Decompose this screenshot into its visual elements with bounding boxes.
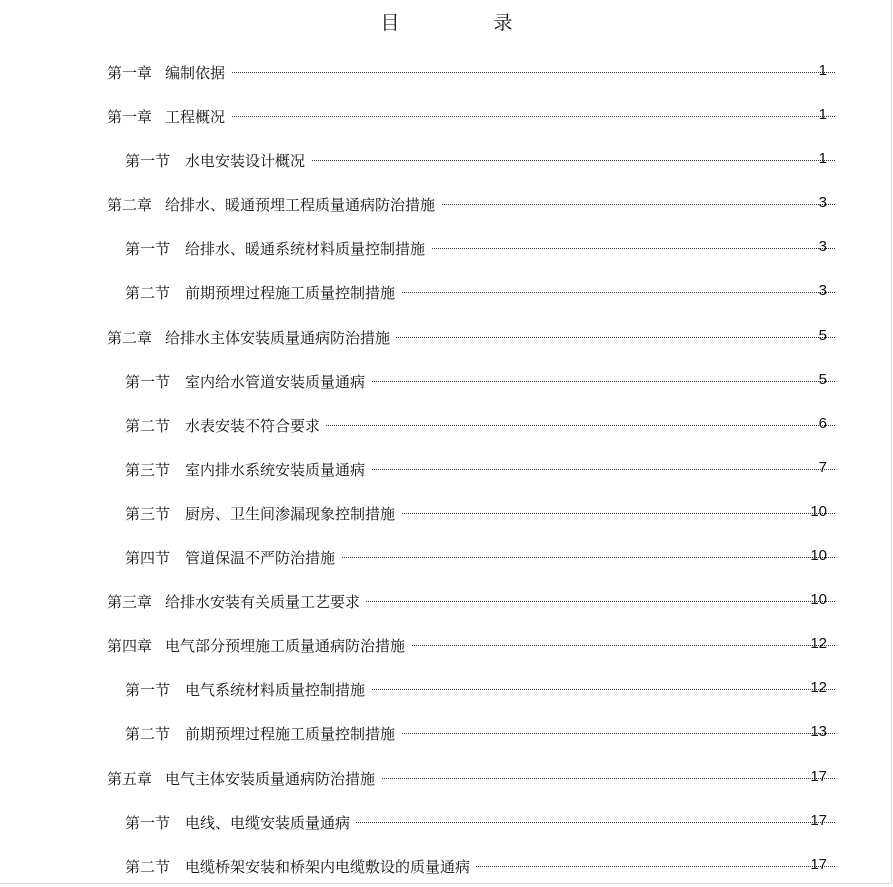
toc-entry-label — [125, 150, 311, 171]
toc-entry-number: 第二节 — [125, 857, 171, 876]
toc-entry-number: 第一节 — [125, 152, 171, 171]
toc-entry-page-number: 1 — [818, 106, 827, 124]
toc-entry-page-number: 6 — [818, 414, 827, 432]
toc-entry-title: 水电安装设计概况 — [185, 152, 306, 171]
toc-entry-label — [125, 723, 401, 744]
toc-entry-label — [125, 679, 371, 700]
toc-entry-number: 第四章 — [107, 637, 153, 656]
toc-entry[interactable] — [0, 181, 893, 225]
table-of-contents — [0, 49, 893, 887]
toc-entry-title: 电缆桥架安装和桥架内电缆敷设的质量通病 — [185, 857, 471, 876]
toc-entry-page-number: 17 — [810, 811, 827, 829]
toc-entry-label — [107, 194, 441, 215]
toc-entry-number: 第一章 — [107, 108, 153, 127]
toc-entry-label — [125, 503, 401, 524]
toc-entry-label — [107, 62, 231, 83]
toc-entry-label — [107, 768, 381, 789]
page-title: 目 录 — [380, 12, 557, 34]
toc-entry-label — [107, 327, 396, 348]
toc-entry-page-number: 3 — [818, 282, 827, 300]
toc-entry-page-number: 13 — [810, 723, 827, 741]
toc-entry-page-number: 10 — [810, 547, 827, 565]
toc-entry[interactable] — [0, 446, 893, 490]
toc-entry[interactable] — [0, 843, 893, 887]
toc-entry-number: 第三节 — [125, 504, 171, 523]
toc-entry-number: 第二节 — [125, 284, 171, 303]
toc-entry[interactable] — [0, 755, 893, 799]
toc-entry-number: 第一节 — [125, 813, 171, 832]
toc-entry-label — [125, 856, 476, 877]
toc-entry-label — [125, 282, 401, 303]
toc-entry-page-number: 7 — [818, 458, 827, 476]
toc-entry-page-number: 17 — [810, 855, 827, 873]
toc-entry-page-number: 10 — [810, 502, 827, 520]
toc-entry-label — [107, 106, 231, 127]
toc-entry-title: 给排水主体安装质量通病防治措施 — [165, 328, 391, 347]
toc-entry[interactable] — [0, 137, 893, 181]
toc-entry-page-number: 17 — [810, 767, 827, 785]
toc-entry-title: 给排水、暖通系统材料质量控制措施 — [185, 240, 426, 259]
toc-entry[interactable] — [0, 269, 893, 313]
toc-entry-page-number: 3 — [818, 194, 827, 212]
toc-entry-page-number: 5 — [818, 326, 827, 344]
toc-entry-label — [125, 812, 356, 833]
toc-entry-title: 电气系统材料质量控制措施 — [185, 681, 366, 700]
toc-entry[interactable] — [0, 225, 893, 269]
toc-entry[interactable] — [0, 358, 893, 402]
toc-entry-number: 第二节 — [125, 725, 171, 744]
toc-entry-page-number: 5 — [818, 370, 827, 388]
toc-entry-number: 第一节 — [125, 240, 171, 259]
toc-entry-number: 第二章 — [107, 196, 153, 215]
toc-entry-number: 第三节 — [125, 460, 171, 479]
toc-entry-page-number: 10 — [810, 591, 827, 609]
toc-entry-title: 电气部分预埋施工质量通病防治措施 — [165, 637, 406, 656]
toc-entry-title: 编制依据 — [165, 64, 226, 82]
toc-entry[interactable] — [0, 49, 893, 93]
toc-entry-title: 电线、电缆安装质量通病 — [185, 813, 351, 832]
toc-entry[interactable] — [0, 622, 893, 666]
toc-entry-number: 第一章 — [107, 64, 153, 82]
toc-entry[interactable] — [0, 93, 893, 137]
toc-entry[interactable] — [0, 402, 893, 446]
toc-entry-label — [107, 591, 366, 612]
toc-entry-title: 前期预埋过程施工质量控制措施 — [185, 725, 396, 744]
toc-entry-title: 工程概况 — [165, 108, 226, 127]
toc-entry-title: 室内排水系统安装质量通病 — [185, 460, 366, 479]
toc-entry-title: 前期预埋过程施工质量控制措施 — [185, 284, 396, 303]
toc-entry-number: 第二节 — [125, 416, 171, 435]
toc-entry-page-number: 1 — [818, 150, 827, 168]
toc-entry-label — [125, 238, 431, 259]
toc-entry-title: 电气主体安装质量通病防治措施 — [165, 769, 376, 788]
toc-entry[interactable] — [0, 314, 893, 358]
toc-entry-number: 第四节 — [125, 549, 171, 568]
toc-entry[interactable] — [0, 666, 893, 710]
toc-entry-label — [125, 371, 371, 392]
toc-entry-number: 第二章 — [107, 328, 153, 347]
toc-entry-number: 第五章 — [107, 769, 153, 788]
toc-entry-title: 厨房、卫生间渗漏现象控制措施 — [185, 504, 396, 523]
toc-entry-label — [107, 635, 411, 656]
toc-entry-number: 第三章 — [107, 593, 153, 612]
toc-entry-number: 第一节 — [125, 372, 171, 391]
toc-entry[interactable] — [0, 799, 893, 843]
toc-entry-page-number: 3 — [818, 238, 827, 256]
toc-entry-number: 第一节 — [125, 681, 171, 700]
toc-entry-title: 管道保温不严防治措施 — [185, 549, 336, 568]
toc-entry-label — [125, 459, 371, 480]
toc-entry-label — [125, 415, 326, 436]
toc-entry-title: 室内给水管道安装质量通病 — [185, 372, 366, 391]
toc-entry[interactable] — [0, 710, 893, 754]
toc-entry-title: 给排水安装有关质量工艺要求 — [165, 593, 361, 612]
toc-entry-page-number: 1 — [818, 62, 827, 79]
toc-entry-label — [125, 547, 341, 568]
toc-entry[interactable] — [0, 534, 893, 578]
toc-entry-title: 水表安装不符合要求 — [185, 416, 321, 435]
toc-entry-title: 给排水、暖通预埋工程质量通病防治措施 — [165, 196, 436, 215]
toc-entry[interactable] — [0, 578, 893, 622]
toc-entry-page-number: 12 — [810, 679, 827, 697]
toc-entry-page-number: 12 — [810, 635, 827, 653]
toc-entry[interactable] — [0, 490, 893, 534]
